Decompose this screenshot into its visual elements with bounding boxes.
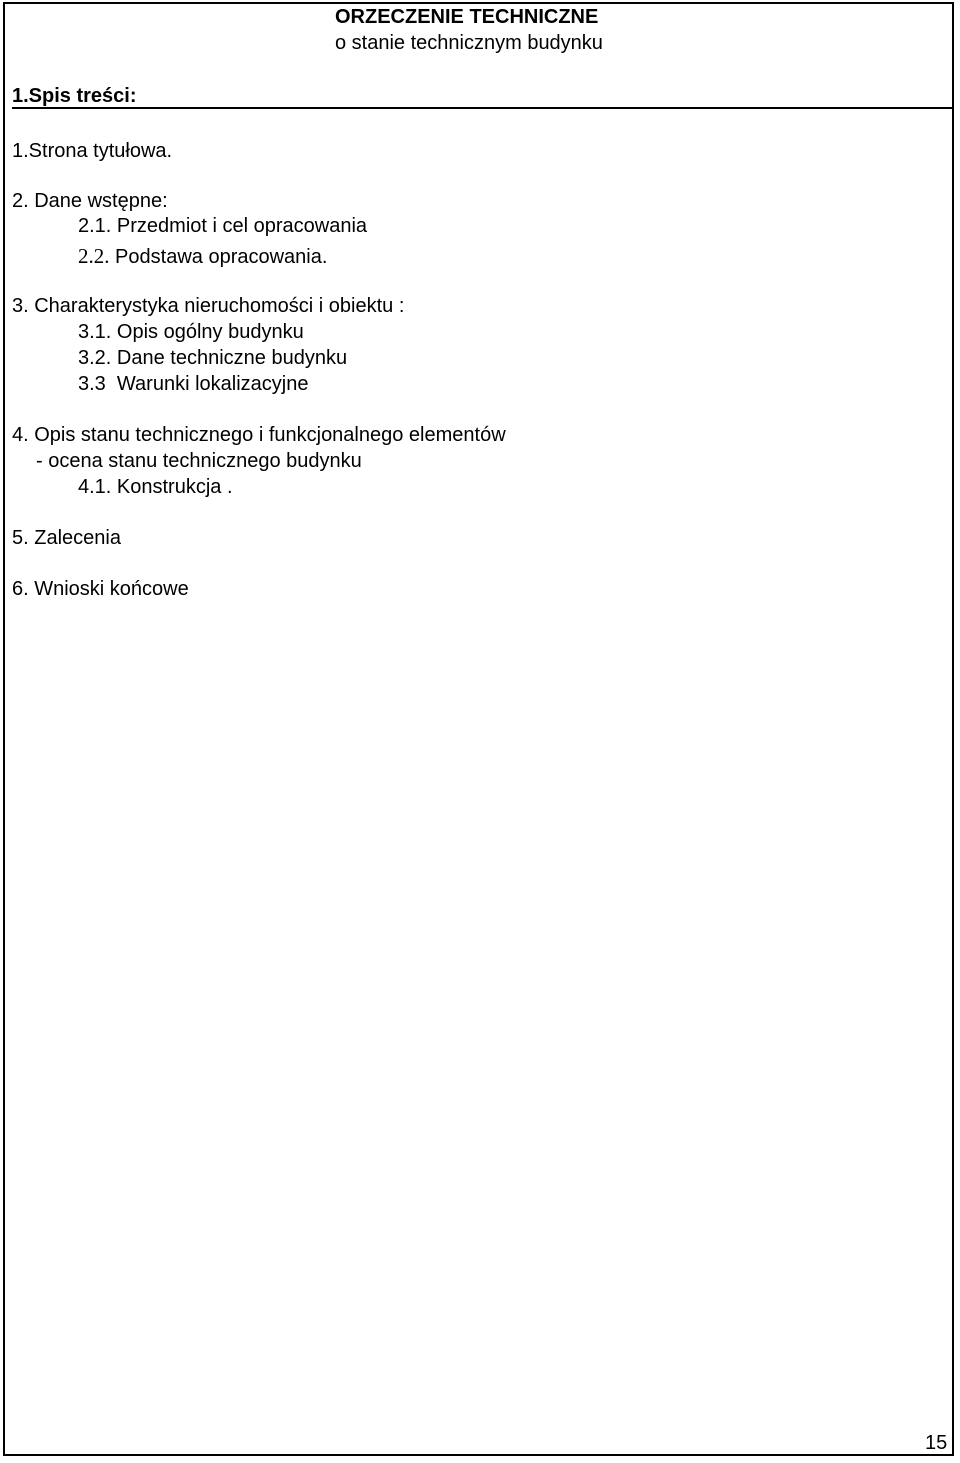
toc-item-1: 1.Strona tytułowa. — [12, 140, 173, 162]
toc-item-2-2-text: Podstawa opracowania. — [109, 246, 328, 268]
document-title: ORZECZENIE TECHNICZNE — [335, 6, 599, 28]
toc-item-2-1: 2.1. Przedmiot i cel opracowania — [78, 215, 368, 237]
toc-item-3-1: 3.1. Opis ogólny budynku — [78, 321, 304, 343]
toc-item-2-2 — [78, 244, 327, 269]
toc-item-2: 2. Dane wstępne: — [12, 190, 168, 212]
toc-item-3-2: 3.2. Dane techniczne budynku — [78, 347, 348, 369]
toc-heading: 1.Spis treści: — [12, 85, 137, 107]
toc-item-6: 6. Wnioski końcowe — [12, 578, 189, 600]
toc-item-4-1: 4.1. Konstrukcja . — [78, 476, 233, 498]
toc-item-4: 4. Opis stanu technicznego i funkcjonalnego elementów — [12, 424, 506, 446]
page-number: 15 — [925, 1432, 948, 1454]
heading-divider — [12, 107, 953, 109]
toc-item-3-3: 3.3 Warunki lokalizacyjne — [78, 373, 309, 395]
document-subtitle: o stanie technicznym budynku — [335, 32, 603, 54]
toc-item-4-continuation: - ocena stanu technicznego budynku — [36, 450, 362, 472]
toc-item-3: 3. Charakterystyka nieruchomości i obiektu : — [12, 295, 405, 317]
toc-item-2-2-number: 2.2. — [78, 244, 110, 268]
toc-item-5: 5. Zalecenia — [12, 527, 121, 549]
